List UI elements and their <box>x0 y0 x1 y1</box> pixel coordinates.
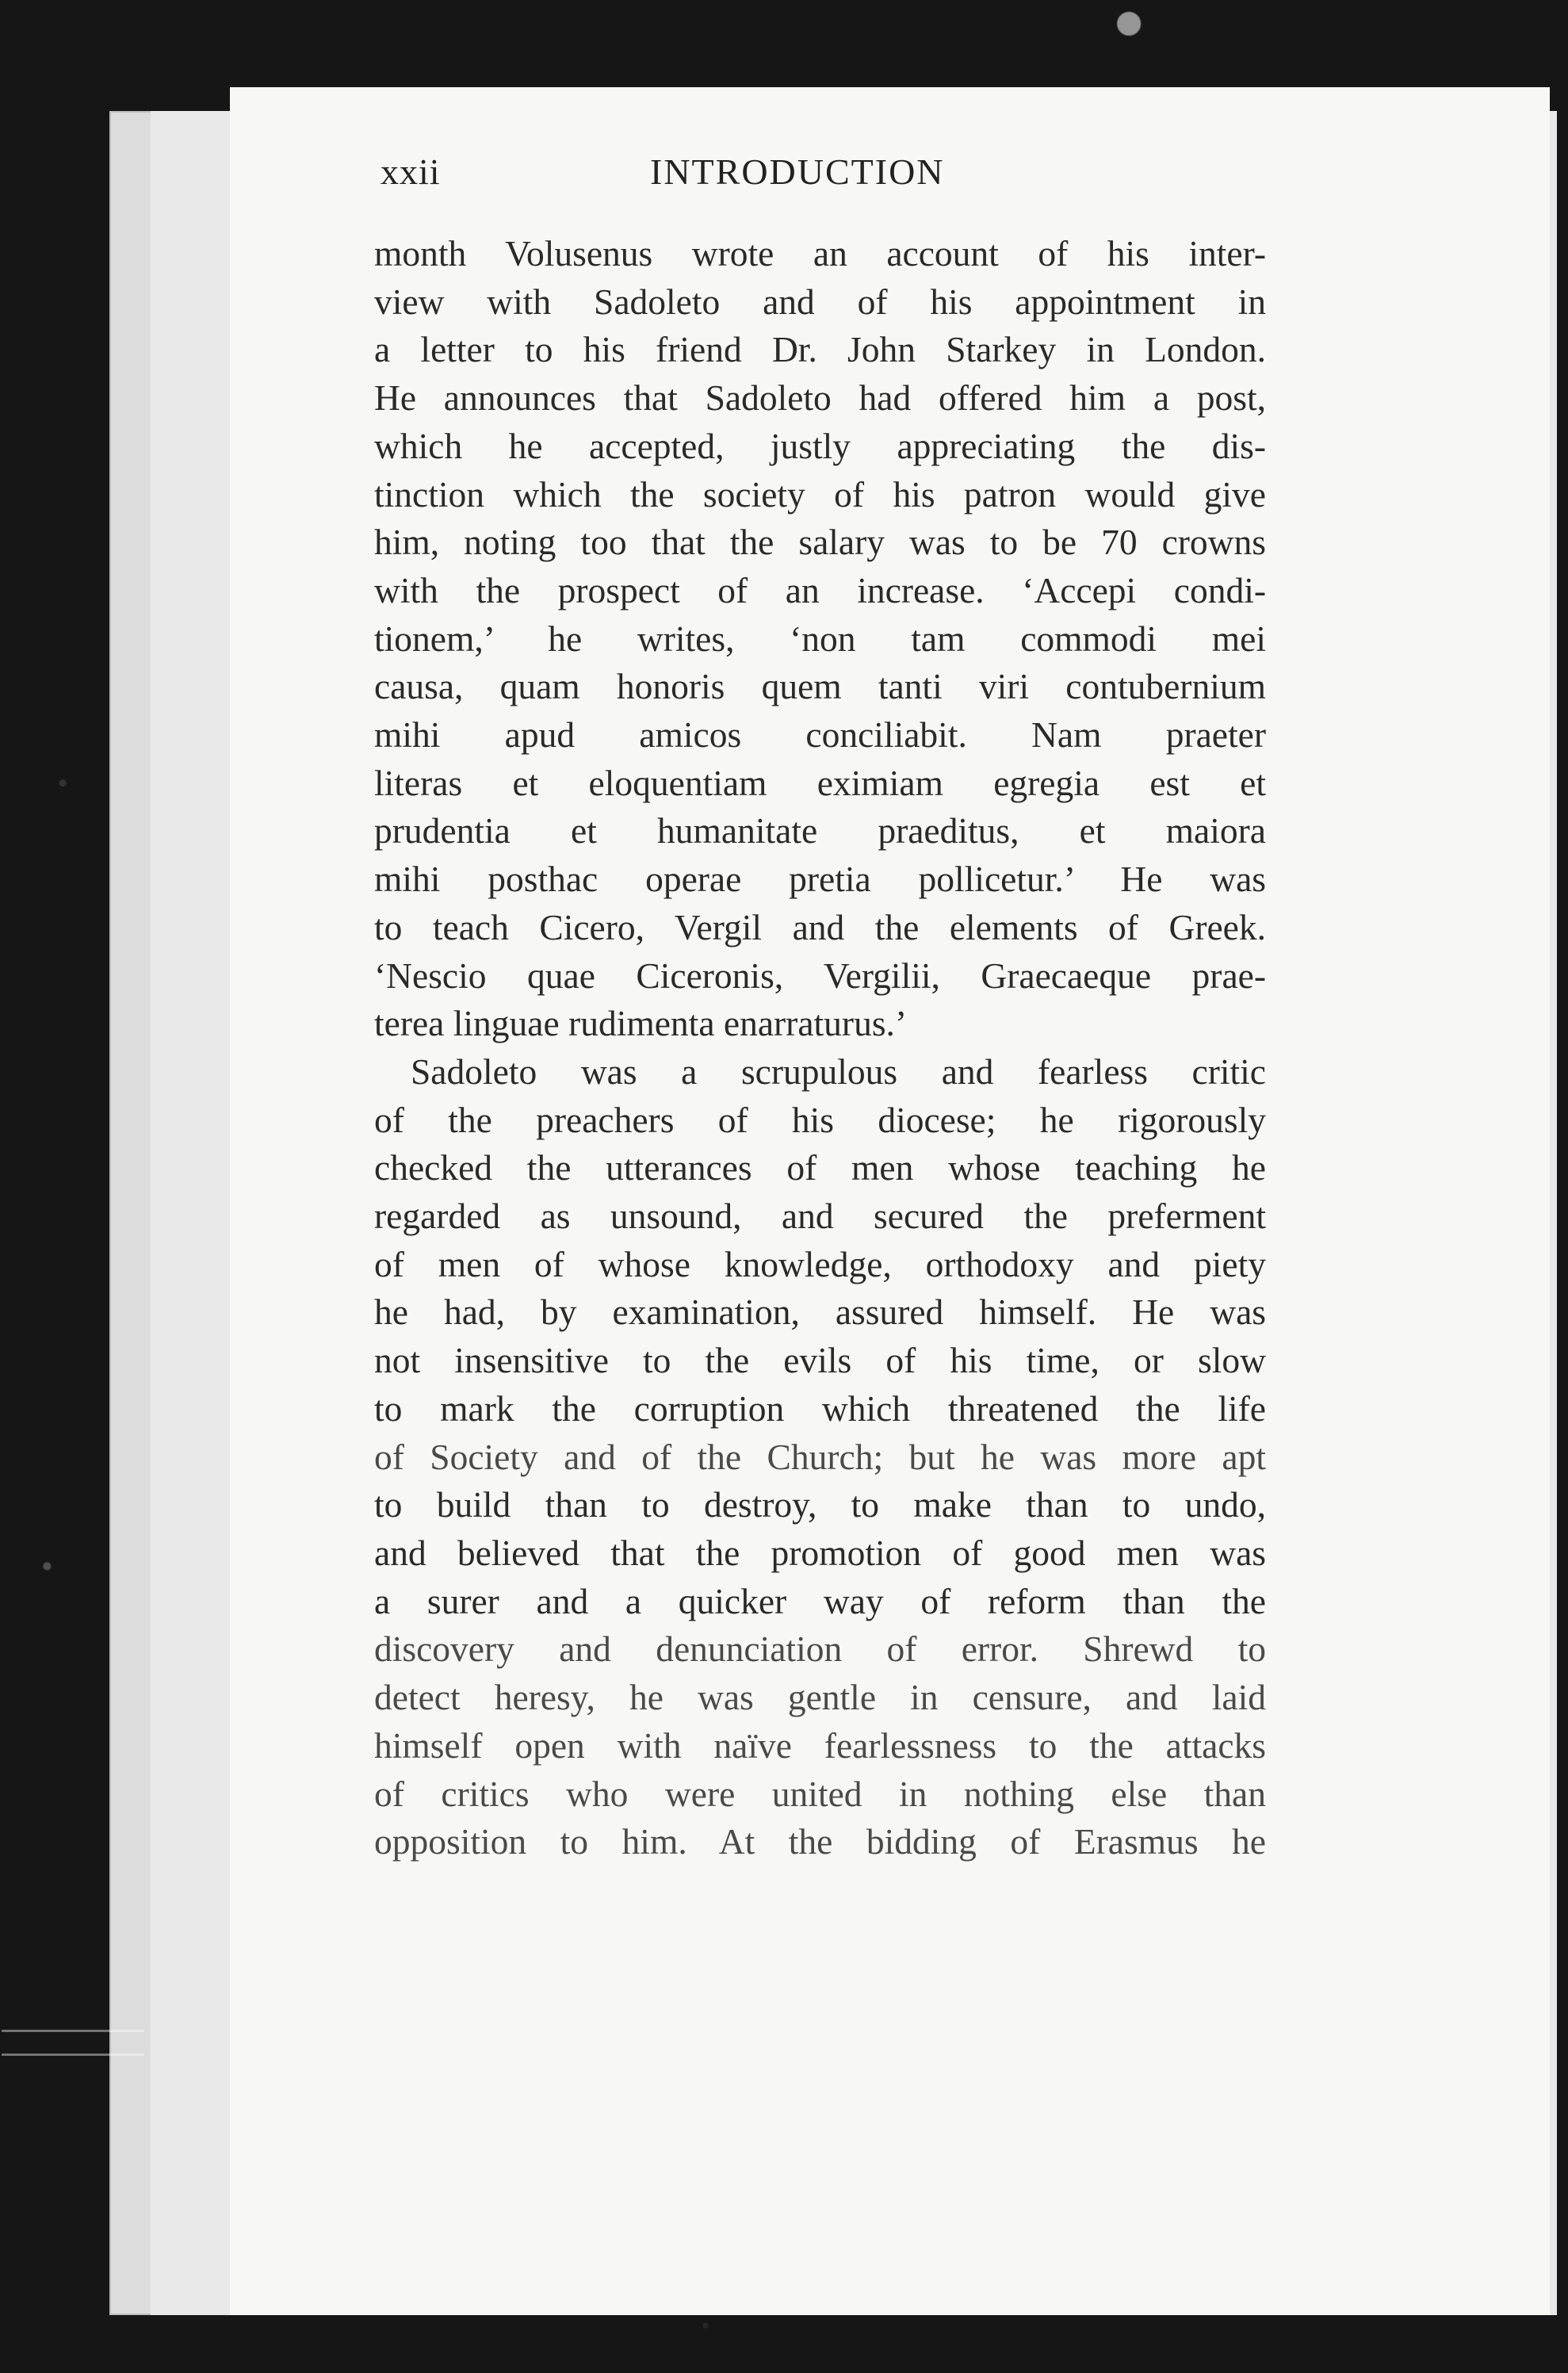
text-line: tionem,’ he writes, ‘non tam commodi mei <box>374 618 1266 659</box>
text-line: of Society and of the Church; but he was more apt <box>374 1436 1266 1477</box>
text-line: prudentia et humanitate praeditus, et maiora <box>374 810 1266 852</box>
text-line: himself open with naïve fearlessness to the attacks <box>374 1724 1266 1766</box>
text-line: tinction which the society of his patron would give <box>374 473 1266 515</box>
running-header <box>381 151 959 214</box>
text-line: which he accepted, justly appreciating the dis- <box>374 425 1266 466</box>
paragraph <box>374 1048 1266 1866</box>
text-line: literas et eloquentiam eximiam egregia est et <box>374 762 1266 803</box>
scan-artifact-line <box>2 2030 144 2032</box>
text-line: terea linguae rudimenta enarraturus.’ <box>374 1003 908 1044</box>
text-line: to teach Cicero, Vergil and the elements of Greek. <box>374 906 1266 947</box>
text-line: not insensitive to the evils of his time, or slow <box>374 1340 1266 1381</box>
text-line: mihi apud amicos conciliabit. Nam praeter <box>374 714 1266 756</box>
text-line: He announces that Sadoleto had offered him a post, <box>374 377 1266 419</box>
text-line: to mark the corruption which threatened the life <box>374 1387 1266 1429</box>
text-line: of men of whose knowledge, orthodoxy and piety <box>374 1243 1266 1284</box>
text-line: month Volusenus wrote an account of his inter- <box>374 233 1266 274</box>
text-line: discovery and denunciation of error. Shrewd to <box>374 1629 1266 1670</box>
body-text <box>374 230 1266 1866</box>
text-line: to build than to destroy, to make than to undo, <box>374 1484 1266 1525</box>
text-line: and believed that the promotion of good men was <box>374 1532 1266 1573</box>
text-line: a letter to his friend Dr. John Starkey in London. <box>374 329 1266 370</box>
text-line: he had, by examination, assured himself. He was <box>374 1292 1266 1333</box>
text-line: of the preachers of his diocese; he rigorously <box>374 1099 1266 1140</box>
scan-artifact-line <box>2 2053 144 2056</box>
text-line: regarded as unsound, and secured the preferment <box>374 1196 1266 1237</box>
text-line: with the prospect of an increase. ‘Accepi condi- <box>374 569 1266 610</box>
text-line: of critics who were united in nothing else than <box>374 1773 1266 1814</box>
text-line: opposition to him. At the bidding of Erasmus he <box>374 1821 1266 1862</box>
text-line: Sadoleto was a scrupulous and fearless critic <box>411 1051 1266 1092</box>
text-line: him, noting too that the salary was to be 70 crowns <box>374 522 1266 563</box>
text-line: ‘Nescio quae Ciceronis, Vergilii, Graecaeque prae- <box>374 955 1266 996</box>
text-line: a surer and a quicker way of reform than the <box>374 1580 1266 1621</box>
text-line: checked the utterances of men whose teaching he <box>374 1147 1266 1188</box>
text-line: mihi posthac operae pretia pollicetur.’ He was <box>374 859 1266 900</box>
running-title: INTRODUCTION <box>650 151 945 192</box>
paragraph <box>374 230 1266 1048</box>
page-number: xxii <box>381 151 441 192</box>
text-line: detect heresy, he was gentle in censure, and laid <box>374 1677 1266 1718</box>
text-line: view with Sadoleto and of his appointment in <box>374 281 1266 322</box>
text-line: causa, quam honoris quem tanti viri contubernium <box>374 666 1266 707</box>
